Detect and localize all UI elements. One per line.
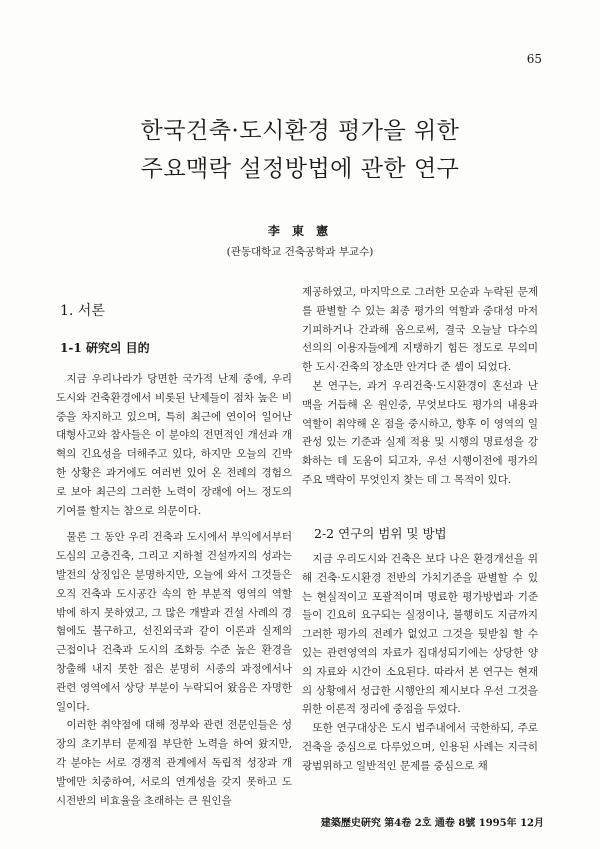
author-affiliation: (관동대학교 건축공학과 부교수) bbox=[226, 246, 374, 258]
title-line-1: 한국건축·도시환경 평가을 위한 bbox=[140, 118, 460, 144]
journal-footer: 建築歷史硏究 第4卷 2호 通卷 8號 1995年 12月 bbox=[320, 818, 544, 829]
paragraph: 또한 연구대상은 도시 범주내에서 국한하되, 주로 건축을 중심으로 다루었으며, 인용된 사례는 지극히 광범위하고 일반적인 문제를 중심으로 채 bbox=[302, 722, 538, 772]
paragraph: 이러한 취약점에 대해 정부와 관련 전문인들은 성장의 초기부터 문제점 부단한 노력을 하여 왔지만, 각 분야는 서로 경쟁적 관계에서 독립적 성장과 개발에만 치중하여, 서로의 연계성을 갖지 못하고 도시전반의 비효율을 초래하는 큰 원인을 bbox=[56, 719, 292, 807]
paragraph: 지금 우리나라가 당면한 국가적 난제 중에, 우리도시와 건축환경에서 비롯된 난제들이 점차 높은 비중을 차지하고 있으며, 특히 최근에 연이어 일어난 대형사고와 참사들은 이 분야의 전면적인 개선과 개혁의 긴요성을 더해주고 있다, 하지만 오늘의 긴박한 상황은 과거에도 여러번 있어 온 전례의 경험으로 보아 최근의 그러한 노력이 장래에 어느 정도의 기여를 할지는 참으로 의문이다. bbox=[56, 373, 292, 517]
paragraph: 본 연구는, 과거 우리건축·도시환경이 혼선과 난맥을 거듭해 온 원인중, 무엇보다도 평가의 내용과 역할이 취약해 온 점을 중시하고, 향후 이 영역의 일관성 있는 기준과 실제 적용 및 시행의 명료성을 강화하는 데 도움이 되고자, 우선 시행이전에 평가의 주요 맥락이 무엇인지 찾는 데 그 목적이 있다. bbox=[302, 379, 538, 486]
right-column-top bbox=[302, 283, 538, 490]
left-column bbox=[56, 370, 292, 810]
paragraph: 물론 그 동안 우리 건축과 도시에서 부익에서부터 도심의 고층건축, 그리고 지하철 건설까지의 성과는 발전의 상징임은 분명하지만, 오늘에 와서 그것들은 오직 건축과 도시공간 속의 한 부분적 영역의 역할밖에 하지 못하였고, 그 많은 개발과 건설 사례의 경험에도 불구하고, 선진외국과 같이 이론과 실제의 근접이나 건축과 도시의 조화등 수준 높은 환경을 창출해 내지 못한 점은 분명히 시종의 과정에서나 관련 영역에서 상당 부분이 누락되어 왔음은 자명한 일이다. bbox=[56, 531, 292, 713]
section-heading: 1. 서론 bbox=[60, 303, 105, 319]
right-column-bottom bbox=[302, 550, 538, 776]
author-name: 李 東 憲 bbox=[267, 224, 333, 238]
paragraph: 제공하였고, 마지막으로 그러한 모순과 누락된 문제를 판별할 수 있는 최종 평가의 역할과 중대성 마저 기피하거나 간과해 옴으로써, 결국 오늘날 다수의 선의의 이용자들에게 지탱하기 힘든 정도로 무의미한 도시·건축의 장소만 안겨다 준 셈이 되었다. bbox=[302, 286, 538, 374]
subsection-heading-scope: 2-2 연구의 범위 및 방법 bbox=[314, 526, 447, 541]
paper-title bbox=[0, 112, 600, 188]
subsection-heading-purpose: 1-1 硏究의 目的 bbox=[60, 341, 150, 355]
title-line-2: 주요맥락 설정방법에 관한 연구 bbox=[140, 156, 460, 182]
page-number: 65 bbox=[526, 52, 542, 66]
paragraph: 지금 우리도시와 건축은 보다 나은 환경개선을 위해 건축·도시환경 전반의 가치기준을 판별할 수 있는 현실적이고 포괄적이며 명료한 평가방법과 기준들이 긴요히 요구되는 실정이나, 불행히도 지금까지 그러한 평가의 전례가 없었고 그것을 뒷받침 할 수 있는 관련영역의 자료가 집대성되기에는 상당한 양의 자료와 시간이 소요된다. 따라서 본 연구는 현재의 상황에서 성급한 시행안의 제시보다 우선 그것을 위한 이론적 정리에 중점을 두었다. bbox=[302, 553, 538, 716]
